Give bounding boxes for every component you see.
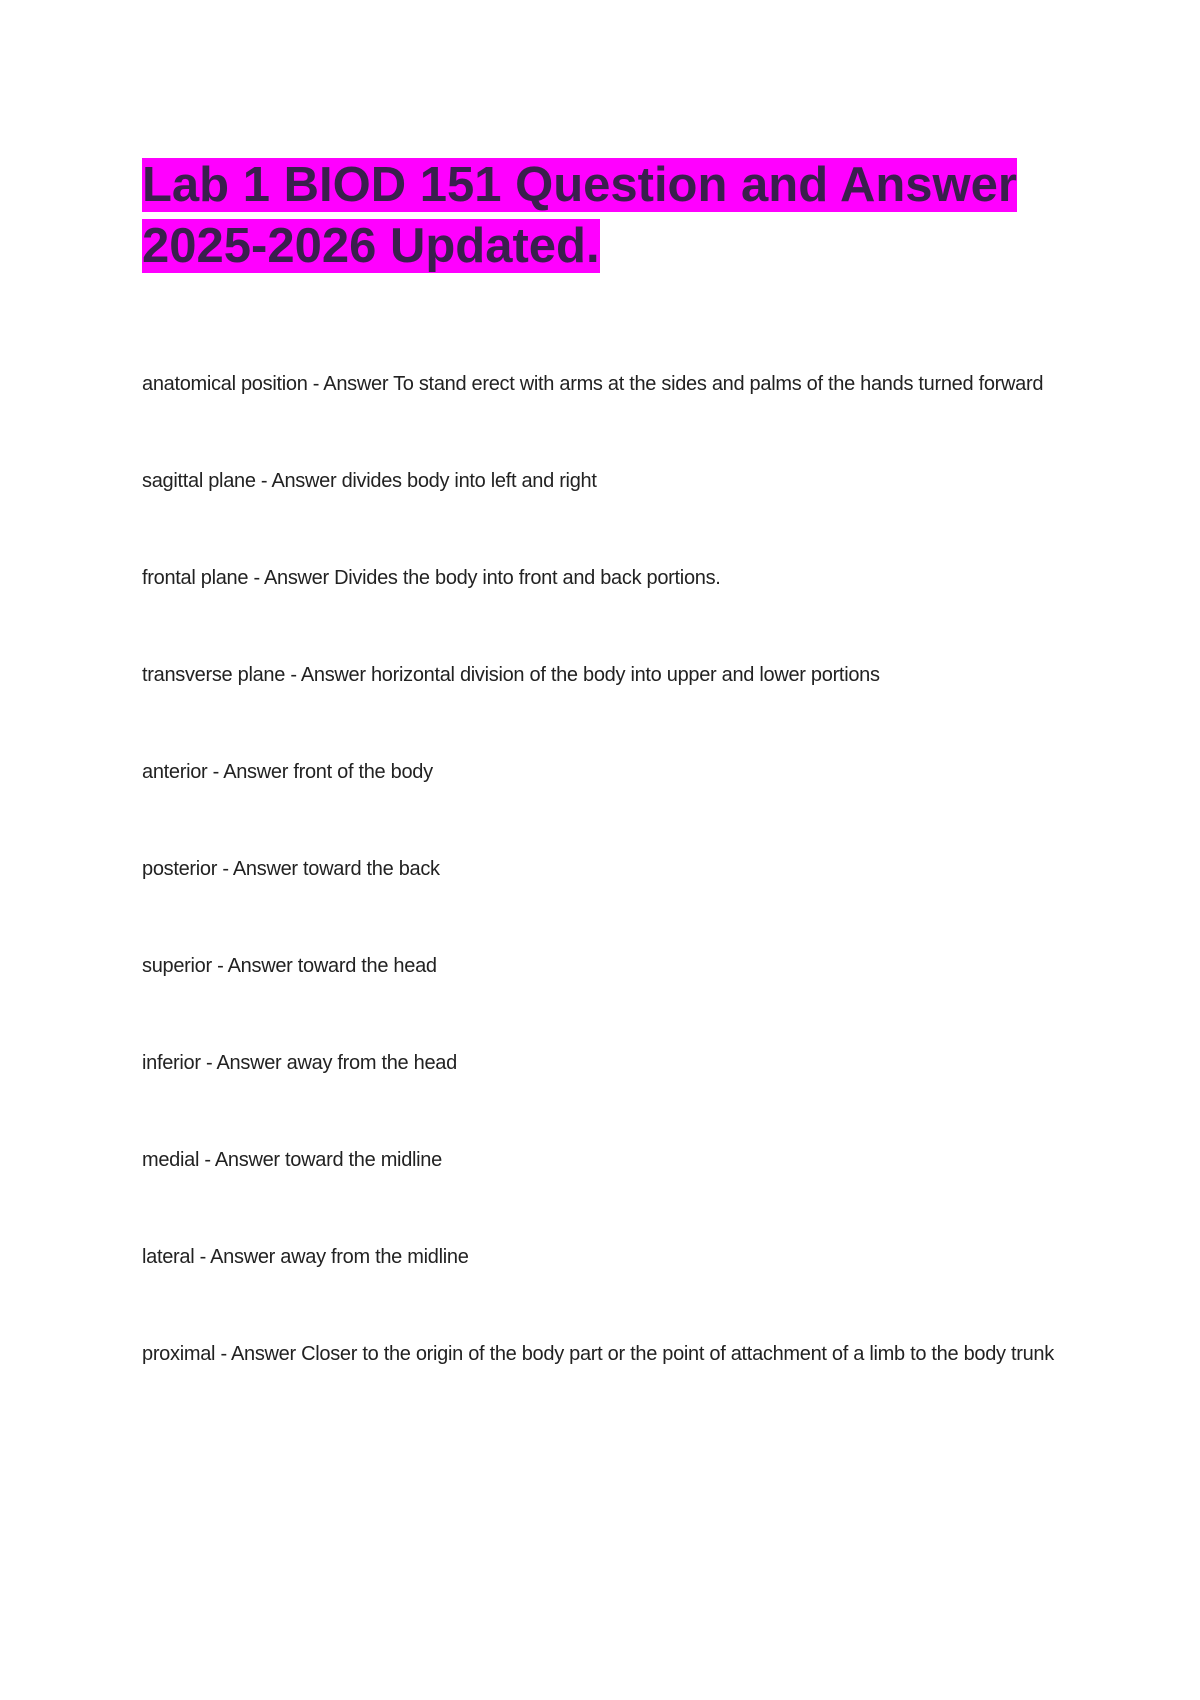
qa-answer: toward the midline [285,1149,442,1171]
qa-separator: - Answer [211,955,298,977]
qa-separator: - Answer [255,470,342,492]
qa-answer: To stand erect with arms at the sides and palms of the hands turned forward [393,373,1044,395]
qa-entry [142,1047,1072,1079]
qa-separator: - Answer [194,1246,281,1268]
qa-entry [142,853,1072,885]
qa-term: frontal plane [142,567,249,589]
qa-entry [142,659,1072,691]
qa-answer: Closer to the origin of the body part or the point of attachment of a limb to the body trunk [301,1343,1054,1365]
qa-entry [142,465,1072,497]
qa-answer: toward the back [303,858,440,880]
qa-separator: - Answer [307,373,394,395]
qa-answer: front of the body [293,761,433,783]
qa-entry [142,562,1072,594]
qa-term: medial [142,1149,200,1171]
qa-entry [142,756,1072,788]
qa-term: sagittal plane [142,470,256,492]
qa-term: anatomical position [142,373,308,395]
qa-entry [142,1241,1072,1273]
qa-answer: Divides the body into front and back portions. [334,567,721,589]
qa-separator: - Answer [199,1149,286,1171]
qa-entry [142,1144,1072,1176]
qa-answer: divides body into left and right [341,470,597,492]
qa-term: posterior [142,858,218,880]
qa-answer: away from the head [286,1052,457,1074]
qa-term: proximal [142,1343,216,1365]
qa-separator: - Answer [215,1343,302,1365]
qa-answer: toward the head [297,955,437,977]
qa-list [142,368,1072,1435]
qa-separator: - Answer [207,761,294,783]
qa-answer: away from the midline [280,1246,469,1268]
qa-term: inferior [142,1052,201,1074]
qa-term: lateral [142,1246,195,1268]
qa-answer: horizontal division of the body into upper and lower portions [370,664,880,686]
qa-separator: - Answer [200,1052,287,1074]
qa-term: superior [142,955,212,977]
qa-entry [142,950,1072,982]
qa-separator: - Answer [248,567,335,589]
qa-separator: - Answer [285,664,371,686]
qa-entry [142,1338,1072,1370]
qa-entry [142,368,1072,400]
document-title [142,155,1042,277]
qa-term: anterior [142,761,208,783]
qa-separator: - Answer [217,858,304,880]
qa-term: transverse plane [142,664,286,686]
title-highlight: Lab 1 BIOD 151 Question and Answer 2025-2026 Updated. [142,158,1017,273]
